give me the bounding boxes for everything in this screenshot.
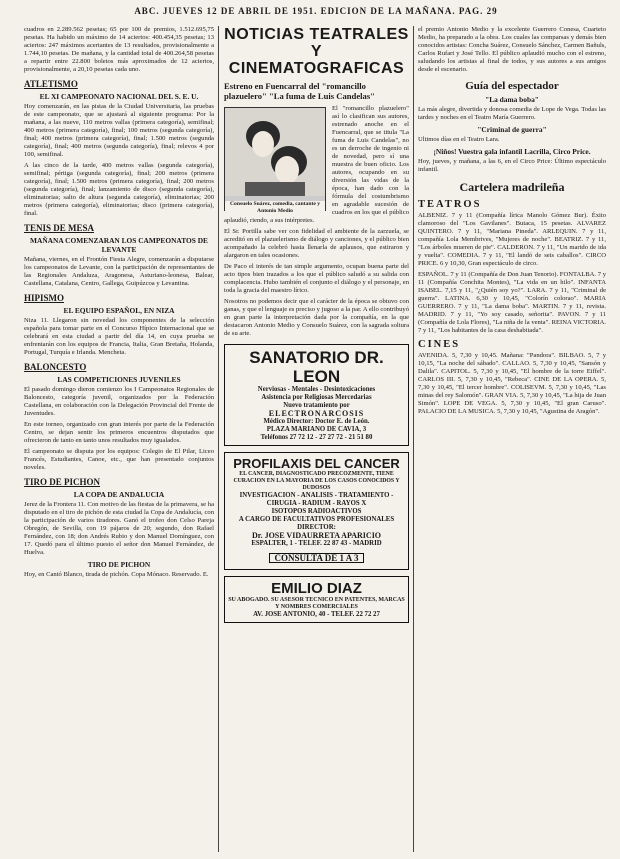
listing-title: "La dama boba" <box>485 95 539 104</box>
article-text: El Sr. Portilla sabe ver con fidelidad el ambiente de la zarzuela, se acreditó en el plazuelerismo de diálogo y canciones, y el público bien acompañado la celebró hasta llenarla de aplausos, que estiraron y alargaron en tales ocasiones. <box>224 228 409 259</box>
section-guia: Guía del espectador <box>465 80 559 92</box>
article-text: el premio Antonio Medio y la excelente Guerrero Conesa, Cuarteto Medio, ha preparado a la obra. Los cuales las comparsas y demás bien conocidos artistas: Concha Suárez, Consuelo Sánchez, Carmen Bañuls, Carlos Rufart y José Tello. El público aplaudió mucho con el estreno, saludando los artistas al final de todos, y sus autores a sus amigos desde el escenario. <box>418 26 606 73</box>
ad-sanatorio <box>224 344 409 446</box>
article-headline: MAÑANA COMENZARAN LOS CAMPEONATOS DE LEVANTE <box>30 236 208 254</box>
ad-emilio-diaz <box>224 576 409 623</box>
ad-line: A CARGO DE FACULTATIVOS PROFESIONALES <box>238 516 395 523</box>
ad-line: Nerviosas - Mentales - Desintoxicaciones <box>257 386 376 393</box>
ad-line: ESPALTER, 1 - TELEF. 22 87 43 - MADRID <box>251 540 382 547</box>
section-cartelera: Cartelera madrileña <box>459 180 565 194</box>
column-sports <box>24 26 214 852</box>
ad-line: DIRECTOR: <box>297 524 336 531</box>
ad-sanatorio-title: SANATORIO DR. LEON <box>249 348 384 386</box>
article-text: Hoy comenzarán, en las pistas de la Ciudad Universitaria, las pruebas de este campeonato, que se ajustará al siguiente programa: Por la mañana, a las nueve, 110 metros vallas (primera categoría), semifinal; 400 metros (primera categoría), final; 100 metros (segunda categoría), final; 400 metros (primera categoría), final; 1.500 metros (segunda categoría), final; 400 metros (segunda categoría), final; relevos 4 por 100, semifinal. <box>24 103 214 158</box>
article-text: Mañana, viernes, en el Frontón Fiesta Alegre, comenzarán a disputarse los campeonatos de Levante, con la participación de representantes de las Regionales Andaluza, Aragonesa, Asturiano-leonesa, Balear, Castellana, Catalana, Centro, Gallega, Guipúzcoa y Levantina. <box>24 256 214 287</box>
listing-text: Hoy, jueves, y mañana, a las 6, en el Circo Price: Último espectáculo infantil. <box>418 158 606 173</box>
listing-slogan: ¡Niños! Vuestra gala infantil Lacrilla, Circo Price. <box>433 147 591 156</box>
quiniela-results-text: cuadros en 2.289.562 pesetas; 65 por 100 de premios, 1.512.695,75 pesetas. Ha habido un máximo de 14 aciertos: 400.454,35 pesetas; 13 aciertos: 247 máximos acertantes de 13 resultados, provisionalmente a 1.744,10 pesetas. De mañana, y la cantidad total de 400.264,58 pesetas a repartir entre 22.800 boletos más aproximados de 12 aciertos, provisionalmente, a 20,10 pesetas cada uno. <box>24 26 214 73</box>
column-divider <box>218 26 219 852</box>
column-listings <box>418 26 606 852</box>
teatros-heading: TEATROS <box>418 199 482 210</box>
section-tenis: TENIS DE MESA <box>24 223 95 233</box>
listing-text: ALBENIZ. 7 y 11 (Compañía lírica Manolo Gómez Bur). Éxito clamoroso del "Los Gavilanes". Butaca, 15 pesetas. ALVAREZ QUINTERO. 7 y 11, "Mariana Pineda". ARLEQUIN. 7 y 11, compañía Lola Membrives, "Mujeres de noche". BEATRIZ. 7 y 11, "Los árboles mueren de pie". CALDERON. 7 y 11, "Un marido de ida y vuelta". COMEDIA. 7 y 11, "El landó de seis caballos". CIRCO PRICE. 6 y 10,30, Gran espectáculo de circo. <box>418 212 606 267</box>
ad-emilio-title: EMILIO DIAZ <box>271 580 362 597</box>
ad-line: SU ABOGADO. SU ASESOR TECNICO EN PATENTES, MARCAS Y NOMBRES COMERCIALES <box>228 597 405 610</box>
page-header: ABC. JUEVES 12 DE ABRIL DE 1951. EDICION DE LA MAÑANA. PAG. 29 <box>134 6 498 16</box>
ad-profilaxis <box>224 452 409 570</box>
listing-title: "Criminal de guerra" <box>477 125 547 134</box>
listing-text: La más alegre, divertida y donosa comedia de Lope de Vega. Todas las tardes y noches en el Teatro María Guerrero. <box>418 106 606 121</box>
listing-text: AVENIDA. 5, 7,30 y 10,45. Mañana: "Pandora". BILBAO. 5, 7 y 10,15, "La noche del sábado". CALLAO. 5, 7,30 y 10,45, "Sansón y Dalila". CAPITOL. 5, 7,30 y 10,45, "El hombre de la torre Eiffel". CARLOS III. 5, 7,30 y 10,45, "Rebeca". CINE DE LA OPERA. 5, 7,30 y 10,45, "El tercer hombre". COLISEVM. 5, 7,30 y 10,45, "Las minas del rey Salomón". GRAN VIA. 5, 7,30 y 10,45, "La hija de Juan Simón". LOPE DE VEGA. 5, 7,30 y 10,45, "El gran Caruso". PALACIO DE LA MUSICA. 5, 7,30 y 10,45, "Agustina de Aragón". <box>418 352 606 415</box>
theatre-news-title: NOTICIAS TEATRALES Y CINEMATOGRAFICAS <box>224 26 409 77</box>
actors-photo <box>224 107 326 214</box>
ad-line: EL CANCER, DIAGNOSTICADO PRECOZMENTE, TIENE CURACION EN LA MAYORIA DE LOS CASOS CONOCIDOS Y DUDOSOS <box>233 471 400 491</box>
article-headline: LA COPA DE ANDALUCIA <box>73 490 165 499</box>
listing-text: Ultimos días en el Teatro Lara. <box>418 136 500 143</box>
ad-line: ELECTRONARCOSIS <box>268 409 365 418</box>
article-text: El pasado domingo dieron comienzo los I Campeonatos Regionales de Baloncesto, categoría juvenil, organizados por la Federación Castellana, en colaboración con la Delegación Provincial del Frente de Juventudes. <box>24 386 214 417</box>
cines-heading: CINES <box>418 339 461 350</box>
section-baloncesto: BALONCESTO <box>24 362 87 372</box>
article-text: El campeonato se disputa por los equipos: Colegio de El Pilar, Liceo Francés, Estudiantes, Canoe, etc., que han presentado conjuntos noveles. <box>24 448 214 471</box>
theatre-subtitle: Estreno en Fuencarral del "romancillo plazuelero" "La fuma de Luis Candelas" <box>224 81 375 101</box>
ad-profilaxis-title: PROFILAXIS DEL CANCER <box>233 456 400 471</box>
section-atletismo: ATLETISMO <box>24 79 78 89</box>
article-text: En este torneo, organizado con gran interés por parte de la Federación Centro, se dejan sentir los primeros encuentros disputados que ofrecieron de tanto en tanto unos resultados muy igualados. <box>24 421 214 444</box>
ad-line: PLAZA MARIANO DE CAVIA, 3 <box>266 426 367 433</box>
article-text: De Paco el interés de tan simple argumento, ocupan buena parte del acto tipos bien trazados a los que el público saludó a su salida con complacencia. Hubo también el conjunto el diálogo y el personaje, en toda la gracia del maestro lírico. <box>224 263 409 294</box>
section-hipismo: HIPISMO <box>24 293 65 303</box>
article-text: A las cinco de la tarde, 400 metros vallas (segunda categoría), semifinal; pértiga (segunda categoría), final; 200 metros (primera categoría), final; 1.500 metros (primera categoría), final; 200 metros (segunda categoría), final; lanzamiento de disco (segunda categoría), eliminatorias; salto de altura (segunda categoría), eliminatorias; 200 metros (primera categoría), eliminatorias; disco (primera categoría), final. <box>24 162 214 217</box>
article-headline: EL XI CAMPEONATO NACIONAL DEL S. E. U. <box>39 92 199 101</box>
article-text: Hoy, en Cantó Blanco, tirada de pichón. Copa Mónaco. Reservado. E. <box>24 571 209 578</box>
actors-illustration <box>225 108 325 196</box>
photo-caption: Consuelo Suárez, comedia, cantante y Antonio Medio <box>225 201 325 215</box>
article-text: El "romancillo plazuelero" así lo clasifican sus autores, estrenado anoche en el Fuencarral, que se titula "La fuma de Luis Candelas", no es un derroche de ingenio ni de novedad, pero sí una muestra de buen oficio. Los autores, ocupando en su diversión las vidas de la época, han dado con la fórmula del costumbrismo en agradable sucesión de cuadros en los que el público aplaudió, riendo, a sus intérpretes. <box>224 105 409 224</box>
listing-text: ESPAÑOL. 7 y 11 (Compañía de Don Juan Tenorio). FONTALBA. 7 y 11 (Compañía Conchita Montes), "La vida en un hilo". INFANTA ISABEL. 7,15 y 11, "¿Quién soy yo?". LARA. 7 y 11, "Criminal de guerra". LATINA. 6,30 y 10,45, "Colorín colorao". MARIA GUERRERO. 7 y 11, "La dama boba". MARTIN. 7 y 11, revista. MADRID. 7 y 11, "Yo soy casado, señorita". PAVON. 7 y 11 (Compañía de Lola Flores), "La niña de la venta". REINA VICTORIA. 7 y 11, "Los habitantes de la casa deshabitada". <box>418 271 606 334</box>
ad-line: ISOTOPOS RADIOACTIVOS <box>271 508 362 515</box>
ad-line: Nuevo tratamiento por <box>283 402 350 409</box>
ad-line: CONSULTA DE 1 A 3 <box>269 553 363 563</box>
ad-line: AV. JOSE ANTONIO, 40 - TELEF. 22 72 27 <box>253 611 380 618</box>
article-headline: EL EQUIPO ESPAÑOL, EN NIZA <box>63 306 175 315</box>
article-headline: LAS COMPETICIONES JUVENILES <box>57 375 181 384</box>
ad-line: INVESTIGACION - ANALISIS - TRATAMIENTO - CIRUGIA - RADIUM - RAYOS X <box>239 492 394 507</box>
ad-line: Médico Director: Doctor E. de León. <box>263 418 370 425</box>
article-text: Jerez de la Frontera 11. Con motivo de las fiestas de la primavera, se ha disputado en el tiro de pichón de esta ciudad la Copa de Andalucía, con la participación de varios tiradores. Ganó el trofeo don Celso Pareja Obregón, de Sevilla, con 19 pájaros de 20; segundo, don Rafael Fernández, con 18; don Andrés Rubio y don Manuel Domínguez, con 17. Quedó para el último puesto el señor don Manuel Fernández, de Huelva. <box>24 501 214 556</box>
ad-phones: Teléfonos 27 72 12 - 27 27 72 - 21 51 80 <box>260 434 373 441</box>
column-divider <box>413 26 414 852</box>
article-headline: TIRO DE PICHON <box>87 560 151 569</box>
article-text: Niza 11. Llegaron sin novedad los componentes de la selección española para tomar parte en el Concurso Hípico Internacional que se celebrará en esta ciudad a partir del día 14, en cuya prueba se enfrentarán con los equipos de Francia, Italia, Gran Bretaña, Holanda, Portugal, Turquía e Irlanda. Mencheta. <box>24 317 214 356</box>
article-text: Nosotros no podemos decir que el carácter de la época se obtuvo con ganas, y que el lenguaje es preciso y jugoso a la par. A ello contribuyó en gran parte la interpretación dada por la compañía, en la que destacaron Antonio Medio y Consuelo Suárez, con la sagrada soltura de su arte. <box>224 298 409 337</box>
ad-line: Asistencia por Religiosas Mercedarias <box>261 394 372 401</box>
ad-line: Dr. JOSE VIDAURRETA APARICIO <box>251 531 382 540</box>
column-theatre <box>224 26 409 852</box>
section-tiro: TIRO DE PICHON <box>24 477 101 487</box>
